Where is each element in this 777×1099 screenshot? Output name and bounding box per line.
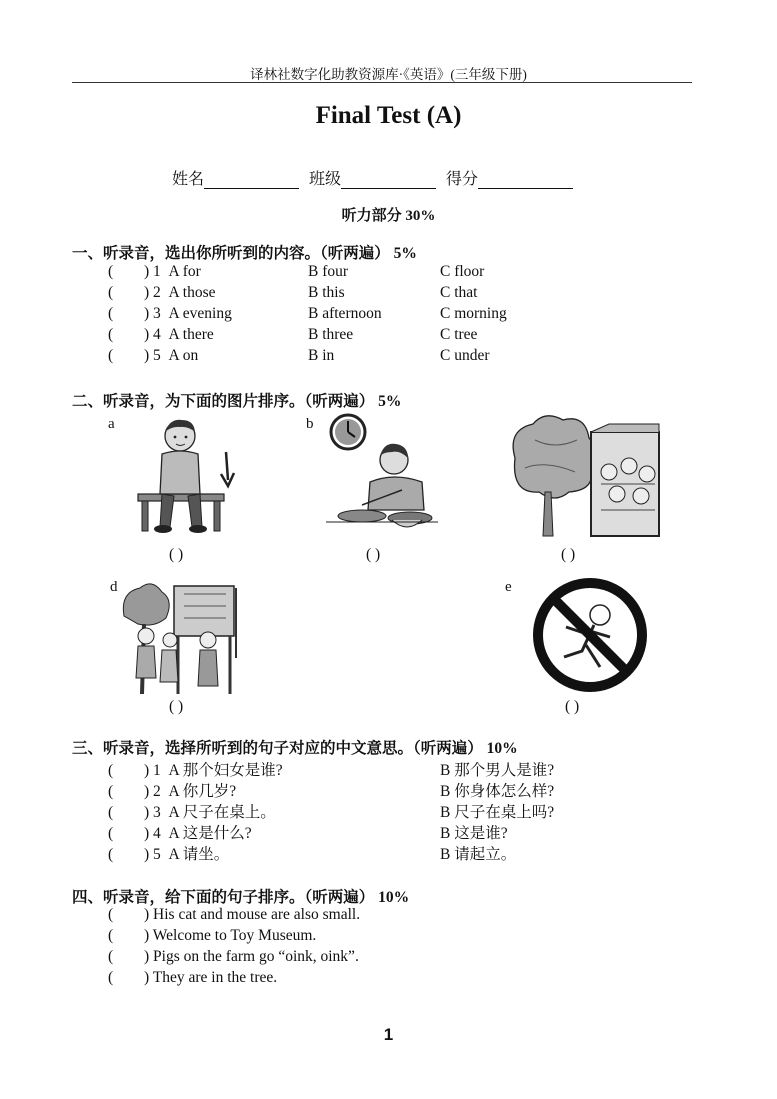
picture-a-answer[interactable]: ( ) [169,546,184,563]
option-b: B in [308,347,335,364]
item-number: ) 4 [144,825,161,842]
option-a: A evening [168,305,232,322]
option-b: B this [308,284,345,301]
item-number: ) 1 [144,762,161,779]
picture-a-boy-sitting [130,412,240,537]
section3-list [0,758,777,868]
section2-points: 5% [378,393,402,410]
option-b: B three [308,326,354,343]
option-c: C floor [440,263,485,280]
sentence-text: ) Pigs on the farm go “oink, oink”. [144,948,359,965]
answer-slot[interactable]: ( ) 4 A 这是什么? [108,825,252,842]
sentence-text: ) They are in the tree. [144,969,278,986]
page-title: Final Test (A) [315,102,462,129]
option-a: A there [168,326,214,343]
student-info-line [172,166,579,189]
list-item [0,263,777,284]
picture-e-answer[interactable]: ( ) [565,698,580,715]
item-number: ) 3 [144,804,161,821]
item-number: ) 3 [144,305,161,322]
picture-label-d: d [110,579,118,595]
option-a: A 这是什么? [168,825,252,842]
picture-e-no-running-sign [520,575,660,695]
section1-points: 5% [393,245,417,262]
list-item[interactable]: ( ) Welcome to Toy Museum. [108,927,317,944]
option-a: A those [168,284,216,301]
item-number: ) 4 [144,326,161,343]
option-c: C morning [440,305,507,322]
class-blank[interactable] [341,172,436,189]
answer-slot[interactable]: ( ) 5 A on [108,347,199,364]
list-item [0,779,777,800]
answer-slot[interactable]: ( ) 4 A there [108,326,214,343]
option-b: B 尺子在桌上吗? [440,804,555,821]
sentence-text: ) Welcome to Toy Museum. [144,927,317,944]
list-item[interactable]: ( ) They are in the tree. [108,969,278,986]
section2-heading [72,389,401,411]
option-b: B 这是谁? [440,825,508,842]
option-c: C tree [440,326,478,343]
name-label: 姓名 [172,171,205,188]
item-number: ) 2 [144,284,161,301]
option-a: A on [168,347,199,364]
list-item [0,800,777,821]
section4-heading-text: 四、听录音，给下面的句子排序。（听两遍） [72,889,375,906]
option-a: A 请坐。 [168,846,230,863]
item-number: ) 5 [144,347,161,364]
sentence-text: ) His cat and mouse are also small. [144,906,361,923]
name-blank[interactable] [204,172,299,189]
header-rule [72,82,692,83]
score-label: 得分 [446,171,479,188]
answer-slot[interactable]: ( ) 2 A those [108,284,216,301]
section4-heading [72,885,409,907]
section4-points: 10% [378,889,410,906]
picture-label-c: c [505,416,512,432]
section3-heading-text: 三、听录音，选择所听到的句子对应的中文意思。（听两遍） [72,740,483,757]
option-b: B 那个男人是谁? [440,762,555,779]
answer-slot[interactable]: ( ) 1 A 那个妇女是谁? [108,762,283,779]
page-number: 1 [383,1025,394,1044]
score-blank[interactable] [478,172,573,189]
list-item [0,326,777,347]
list-item [0,758,777,779]
picture-c-tree-window [505,410,665,540]
item-number: ) 2 [144,783,161,800]
list-item[interactable]: ( ) Pigs on the farm go “oink, oink”. [108,948,359,965]
option-b: B four [308,263,349,280]
item-number: ) 5 [144,846,161,863]
picture-b-answer[interactable]: ( ) [366,546,381,563]
list-item [0,305,777,326]
list-item [0,842,777,863]
answer-slot[interactable]: ( ) 5 A 请坐。 [108,846,230,863]
list-item [0,347,777,368]
picture-label-e: e [505,579,512,595]
answer-slot[interactable]: ( ) 1 A for [108,263,201,280]
item-number: ) 1 [144,263,161,280]
answer-slot[interactable]: ( ) 3 A evening [108,305,232,322]
option-c: C under [440,347,490,364]
option-c: C that [440,284,478,301]
section3-points: 10% [486,740,518,757]
option-b: B 你身体怎么样? [440,783,555,800]
list-item [0,284,777,305]
picture-label-b: b [306,416,314,432]
class-label: 班级 [309,171,342,188]
picture-b-boy-eating [322,410,442,542]
list-item[interactable]: ( ) His cat and mouse are also small. [108,906,361,923]
option-a: A 你几岁? [168,783,237,800]
picture-d-children-board [118,578,268,696]
option-a: A 那个妇女是谁? [168,762,283,779]
picture-c-answer[interactable]: ( ) [561,546,576,563]
listening-subtitle: 听力部分 30% [341,208,436,224]
section4-list [0,906,777,996]
section1-heading [72,241,417,263]
option-a: A for [168,263,201,280]
option-a: A 尺子在桌上。 [168,804,276,821]
option-b: B 请起立。 [440,846,517,863]
picture-label-a: a [108,416,115,432]
page-header: 译林社数字化助教资源库·《英语》(三年级下册) [250,67,527,82]
section3-heading [72,736,518,758]
answer-slot[interactable]: ( ) 3 A 尺子在桌上。 [108,804,276,821]
answer-slot[interactable]: ( ) 2 A 你几岁? [108,783,237,800]
option-b: B afternoon [308,305,382,322]
picture-d-answer[interactable]: ( ) [169,698,184,715]
section1-heading-text: 一、听录音，选出你所听到的内容。（听两遍） [72,245,390,262]
section1-list [0,263,777,373]
list-item [0,821,777,842]
section2-heading-text: 二、听录音，为下面的图片排序。（听两遍） [72,393,375,410]
